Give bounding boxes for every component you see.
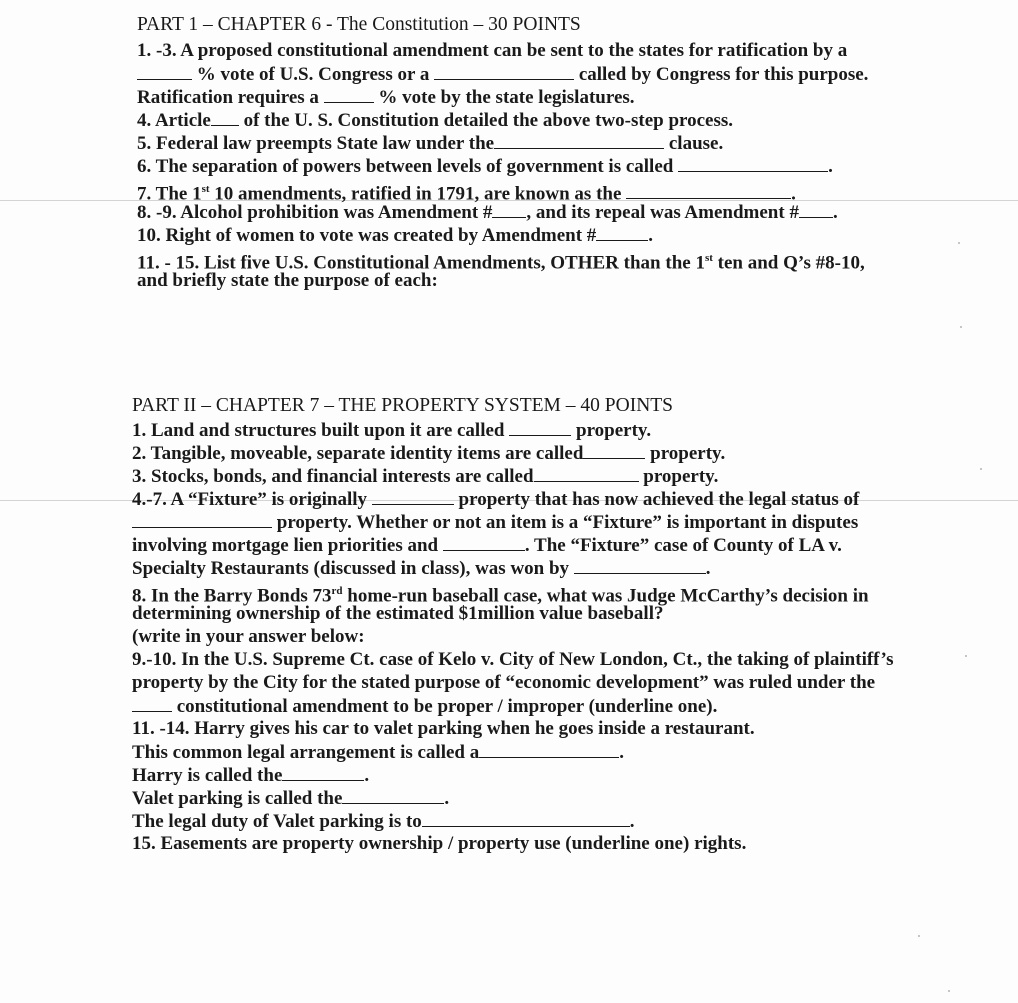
answer-blank[interactable] xyxy=(678,155,828,172)
answer-blank[interactable] xyxy=(494,132,664,149)
answer-blank[interactable] xyxy=(626,182,791,199)
scan-speck xyxy=(948,990,950,992)
part1-q7: 7. The 1st 10 amendments, ratified in 1791, are known as the . xyxy=(137,183,796,205)
part2-q11-14-line5: The legal duty of Valet parking is to . xyxy=(132,811,635,832)
part2-q2: 2. Tangible, moveable, separate identity items are called property. xyxy=(132,443,726,464)
answer-blank[interactable] xyxy=(211,109,239,126)
part2-q8-line2: determining ownership of the estimated $1million value baseball? xyxy=(132,603,664,624)
answer-blank[interactable] xyxy=(574,557,706,574)
part2-q11-14-line4: Valet parking is called the . xyxy=(132,788,450,809)
part2-q11-14-line1: 11. -14. Harry gives his car to valet parking when he goes inside a restaurant. xyxy=(132,718,755,739)
answer-blank[interactable] xyxy=(583,442,645,459)
part1-q1-3-line2: % vote of U.S. Congress or a called by Congress for this purpose. xyxy=(137,63,868,86)
answer-blank[interactable] xyxy=(596,224,648,241)
part2-heading: PART II – CHAPTER 7 – THE PROPERTY SYSTEM – 40 POINTS xyxy=(132,395,674,416)
answer-blank[interactable] xyxy=(479,741,619,758)
answer-blank[interactable] xyxy=(342,787,444,804)
scan-speck xyxy=(965,655,967,657)
part2-q8-line1: 8. In the Barry Bonds 73rd home-run baseball case, what was Judge McCarthy’s decision in xyxy=(132,585,869,607)
part1-q6: 6. The separation of powers between levels of government is called . xyxy=(137,156,833,177)
part2-q11-14-line2: This common legal arrangement is called a . xyxy=(132,742,624,763)
part2-q15: 15. Easements are property ownership / property use (underline one) rights. xyxy=(132,833,747,854)
answer-blank[interactable] xyxy=(443,534,525,551)
part2-q9-10-line1: 9.-10. In the U.S. Supreme Ct. case of Kelo v. City of New London, Ct., the taking of plaintiff’s xyxy=(132,649,894,670)
part1-q8-9: 8. -9. Alcohol prohibition was Amendment # , and its repeal was Amendment # . xyxy=(137,202,838,223)
part2-q1: 1. Land and structures built upon it are called property. xyxy=(132,420,652,441)
answer-blank[interactable] xyxy=(509,419,571,436)
part1-q5: 5. Federal law preempts State law under the clause. xyxy=(137,133,724,154)
part2-q4-7-line1: 4.-7. A “Fixture” is originally property that has now achieved the legal status of xyxy=(132,489,860,510)
scan-speck xyxy=(918,935,920,937)
part2-q8-line3: (write in your answer below: xyxy=(132,626,365,647)
answer-blank[interactable] xyxy=(132,511,272,528)
part1-heading: PART 1 – CHAPTER 6 - The Constitution – 30 POINTS xyxy=(137,14,581,35)
answer-blank[interactable] xyxy=(492,201,526,218)
answer-blank[interactable] xyxy=(799,201,833,218)
part1-q11-15-line2: and briefly state the purpose of each: xyxy=(137,270,438,291)
answer-blank[interactable] xyxy=(422,810,630,827)
answer-blank[interactable] xyxy=(372,488,454,505)
part1-q1-3-line3: Ratification requires a % vote by the state legislatures. xyxy=(137,87,635,108)
part2-q11-14-line3: Harry is called the . xyxy=(132,765,370,786)
part1-q4: 4. Article of the U. S. Constitution detailed the above two-step process. xyxy=(137,110,734,131)
part1-q1-3-line1: 1. -3. A proposed constitutional amendment can be sent to the states for ratification by a xyxy=(137,40,848,61)
answer-blank[interactable] xyxy=(132,695,172,712)
part2-q4-7-line4: Specialty Restaurants (discussed in class), was won by . xyxy=(132,558,711,579)
part2-q3: 3. Stocks, bonds, and financial interests are called property. xyxy=(132,466,719,487)
answer-blank[interactable] xyxy=(434,63,574,80)
part2-q4-7-line2: property. Whether or not an item is a “Fixture” is important in disputes xyxy=(132,511,858,534)
answer-blank[interactable] xyxy=(137,63,192,80)
part2-q9-10-line3: constitutional amendment to be proper / improper (underline one). xyxy=(132,695,717,718)
scan-speck xyxy=(958,242,960,244)
part2-q9-10-line2: property by the City for the stated purpose of “economic development” was ruled under the xyxy=(132,672,876,693)
scan-speck xyxy=(960,326,962,328)
part1-q11-15-line1: 11. - 15. List five U.S. Constitutional Amendments, OTHER than the 1st ten and Q’s #8-10, xyxy=(137,252,865,274)
answer-blank[interactable] xyxy=(534,465,639,482)
answer-blank[interactable] xyxy=(324,86,374,103)
part1-q10: 10. Right of women to vote was created by Amendment # . xyxy=(137,225,654,246)
part2-q4-7-line3: involving mortgage lien priorities and . The “Fixture” case of County of LA v. xyxy=(132,535,842,556)
scan-speck xyxy=(980,468,982,470)
answer-blank[interactable] xyxy=(282,764,364,781)
